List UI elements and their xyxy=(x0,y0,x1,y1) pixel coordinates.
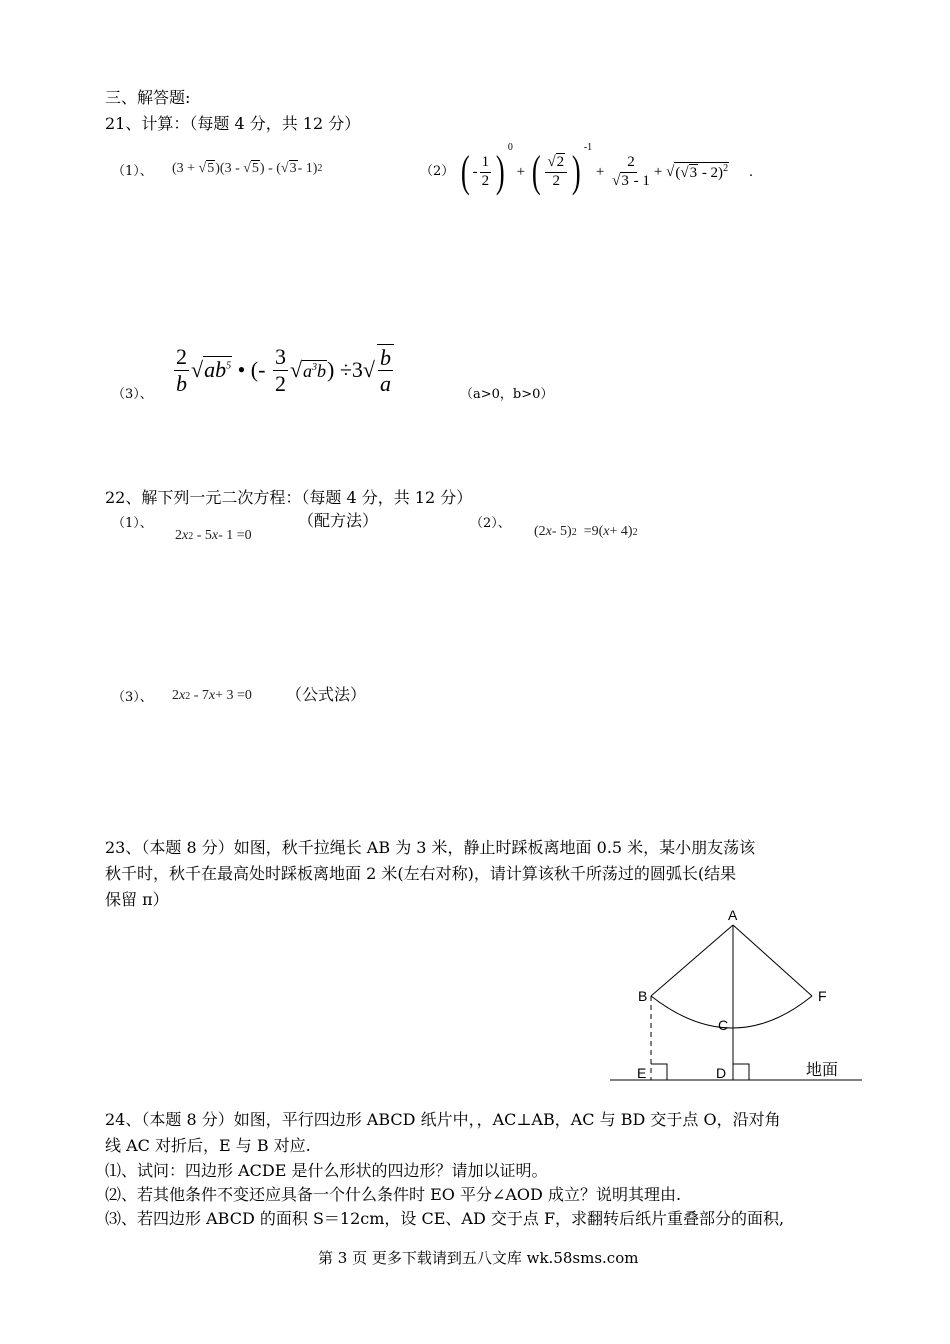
page-footer: 第 3 页 更多下载请到五八文库 wk.58sms.com xyxy=(318,1249,639,1267)
label-e: E xyxy=(637,1065,647,1081)
label-b: B xyxy=(638,988,648,1004)
rope-ab xyxy=(651,925,733,996)
right-angle-d xyxy=(733,1064,749,1080)
label-ground: 地面 xyxy=(806,1060,839,1079)
label-c: C xyxy=(718,1017,729,1033)
q24-item3: ⑶、若四边形 ABCD 的面积 S＝12cm，设 CE、AD 交于点 F，求翻转后纸片重叠部分的面积, xyxy=(105,1209,785,1228)
q22-p3-method: （公式法） xyxy=(286,685,367,704)
q23-line3: 保留 π） xyxy=(105,890,169,909)
label-d: D xyxy=(716,1065,727,1081)
q22-p2-label: （2）、 xyxy=(470,516,511,531)
q21-p2-expression: ( - $\frac{1}{2}$ ) $^0$ + ( $\frac{√2}{2}$ ) $^{-1}$ + $\frac{2}{√3 - 1}$ + √ (√3 - 2)$^2$ . xyxy=(460,142,753,196)
rope-af xyxy=(733,925,812,996)
q21-p1-expression: (3 + √ 5 )(3 - √ 5 ) - (√ 3 - 1) 2 xyxy=(172,160,323,176)
q22-p1-label: （1）、 xyxy=(112,516,153,531)
label-f: F xyxy=(818,988,827,1004)
q22-p3-equation: 2 x 2 - 7 x + 3 =0 xyxy=(172,688,252,703)
q21-p3-expression: $\frac{2}{b}$ $√ab^5$ • (- $\frac{3}{2}$ $√a^3b$ ) ÷3 √ $\frac{b}{a}$ xyxy=(172,342,396,398)
q22-p1-equation: 2 x 2 - 5 x - 1 =0 xyxy=(175,528,252,543)
q21-p1-label: （1）、 xyxy=(112,164,153,179)
q22-p2-equation: (2 x - 5) 2 =9( x + 4) 2 xyxy=(534,524,638,539)
q22-title: 22、解下列一元二次方程：（每题 4 分，共 12 分） xyxy=(105,488,473,507)
q21-p3-condition: （a>0，b>0） xyxy=(460,387,554,402)
right-angle-e xyxy=(651,1064,667,1080)
swing-figure xyxy=(600,900,870,1090)
q22-p1-method: （配方法） xyxy=(298,511,379,530)
q22-p3-label: （3）、 xyxy=(112,690,153,705)
q23-line1: 23、（本题 8 分）如图，秋千拉绳长 AB 为 3 米，静止时踩板离地面 0.5 米，某小朋友荡该 xyxy=(105,838,756,857)
q21-p2-label: （2） xyxy=(420,164,455,179)
section-title: 三、解答题: xyxy=(105,88,191,107)
q24-line1: 24、（本题 8 分）如图，平行四边形 ABCD 纸片中，，AC⊥AB，AC 与 BD 交于点 O，沿对角 xyxy=(105,1110,781,1129)
q24-item1: ⑴、试问：四边形 ACDE 是什么形状的四边形？请加以证明。 xyxy=(105,1161,548,1180)
q24-item2: ⑵、若其他条件不变还应具备一个什么条件时 EO 平分∠AOD 成立？说明其理由. xyxy=(105,1185,682,1204)
q24-line2: 线 AC 对折后，E 与 B 对应. xyxy=(105,1136,311,1155)
q23-line2: 秋千时，秋千在最高处时踩板离地面 2 米(左右对称)，请计算该秋千所荡过的圆弧长(结果 xyxy=(105,864,737,883)
label-a: A xyxy=(728,907,738,923)
swing-arc xyxy=(651,996,812,1028)
q21-p3-label: （3）、 xyxy=(112,387,153,402)
q21-title: 21、计算：（每题 4 分，共 12 分） xyxy=(105,114,361,133)
